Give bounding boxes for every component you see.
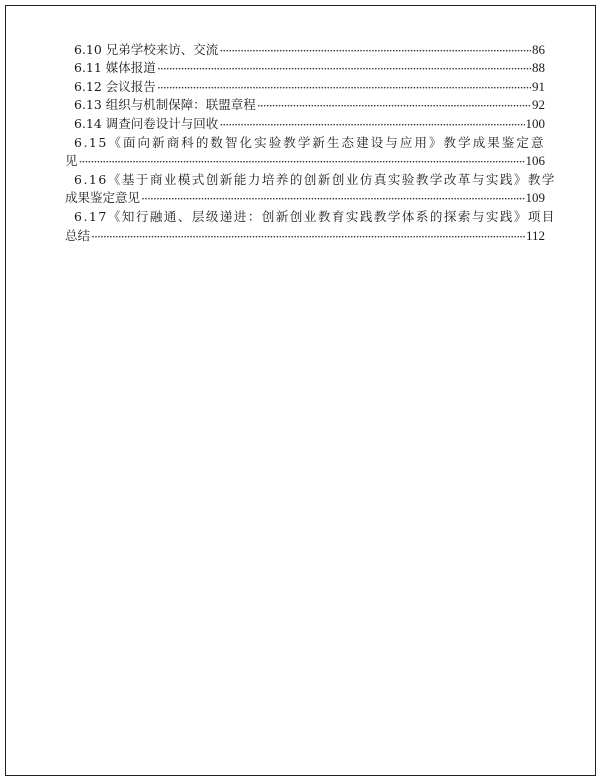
toc-entry-6-10[interactable]: [65, 39, 545, 58]
toc-entry-title-continued: 总结: [65, 227, 91, 243]
toc-entry-title-continued: 成果鉴定意见: [65, 190, 141, 206]
toc-entry-6-17[interactable]: [65, 206, 556, 243]
toc-entry-title-line: [65, 206, 556, 225]
toc-entry-6-14[interactable]: [65, 113, 545, 132]
toc-page-number: 109: [525, 190, 545, 206]
toc-entry-continuation: [65, 151, 545, 170]
toc-entry-6-13[interactable]: [65, 95, 545, 114]
toc-entry-6-16[interactable]: [65, 169, 556, 206]
toc-entry-title: 6.17《知行融通、层级递进：创新创业教育实践教学体系的探索与实践》项目: [74, 208, 556, 224]
toc-leader-dots: [79, 154, 525, 169]
toc-entry-title: 6.13 组织与机制保障：联盟章程: [74, 97, 256, 113]
toc-entry-title: 6.16《基于商业模式创新能力培养的创新创业仿真实验教学改革与实践》教学: [74, 171, 556, 187]
toc-page-number: 106: [525, 153, 545, 169]
toc-leader-dots: [157, 80, 531, 95]
toc-entry-title-line: [65, 169, 556, 188]
toc-page-number: 92: [532, 97, 545, 113]
table-of-contents: [65, 39, 556, 244]
toc-entry-6-12[interactable]: [65, 76, 545, 95]
toc-page-number: 88: [532, 60, 545, 76]
toc-page-number: 112: [525, 227, 545, 243]
toc-leader-dots: [91, 229, 525, 244]
toc-entry-6-15[interactable]: [65, 132, 545, 169]
toc-page-number: 91: [532, 78, 545, 94]
toc-entry-title-line: [65, 132, 545, 151]
toc-entry-title: 6.10 兄弟学校来访、交流: [74, 41, 219, 57]
toc-page-number: 86: [532, 41, 545, 57]
toc-entry-title: 6.15《面向新商科的数智化实验教学新生态建设与应用》教学成果鉴定意: [74, 134, 545, 150]
toc-leader-dots: [257, 98, 531, 113]
toc-page-number: 100: [525, 115, 545, 131]
document-page: [5, 5, 596, 776]
toc-entry-title: 6.11 媒体报道: [74, 60, 156, 76]
toc-leader-dots: [157, 61, 531, 76]
toc-entry-continuation: [65, 188, 545, 207]
toc-leader-dots: [219, 117, 524, 132]
toc-entry-title: 6.12 会议报告: [74, 78, 156, 94]
toc-entry-title: 6.14 调查问卷设计与回收: [74, 115, 219, 131]
toc-leader-dots: [141, 191, 524, 206]
toc-entry-title-continued: 见: [65, 153, 78, 169]
toc-entry-continuation: [65, 225, 545, 244]
toc-entry-6-11[interactable]: [65, 58, 545, 77]
toc-leader-dots: [219, 43, 531, 58]
